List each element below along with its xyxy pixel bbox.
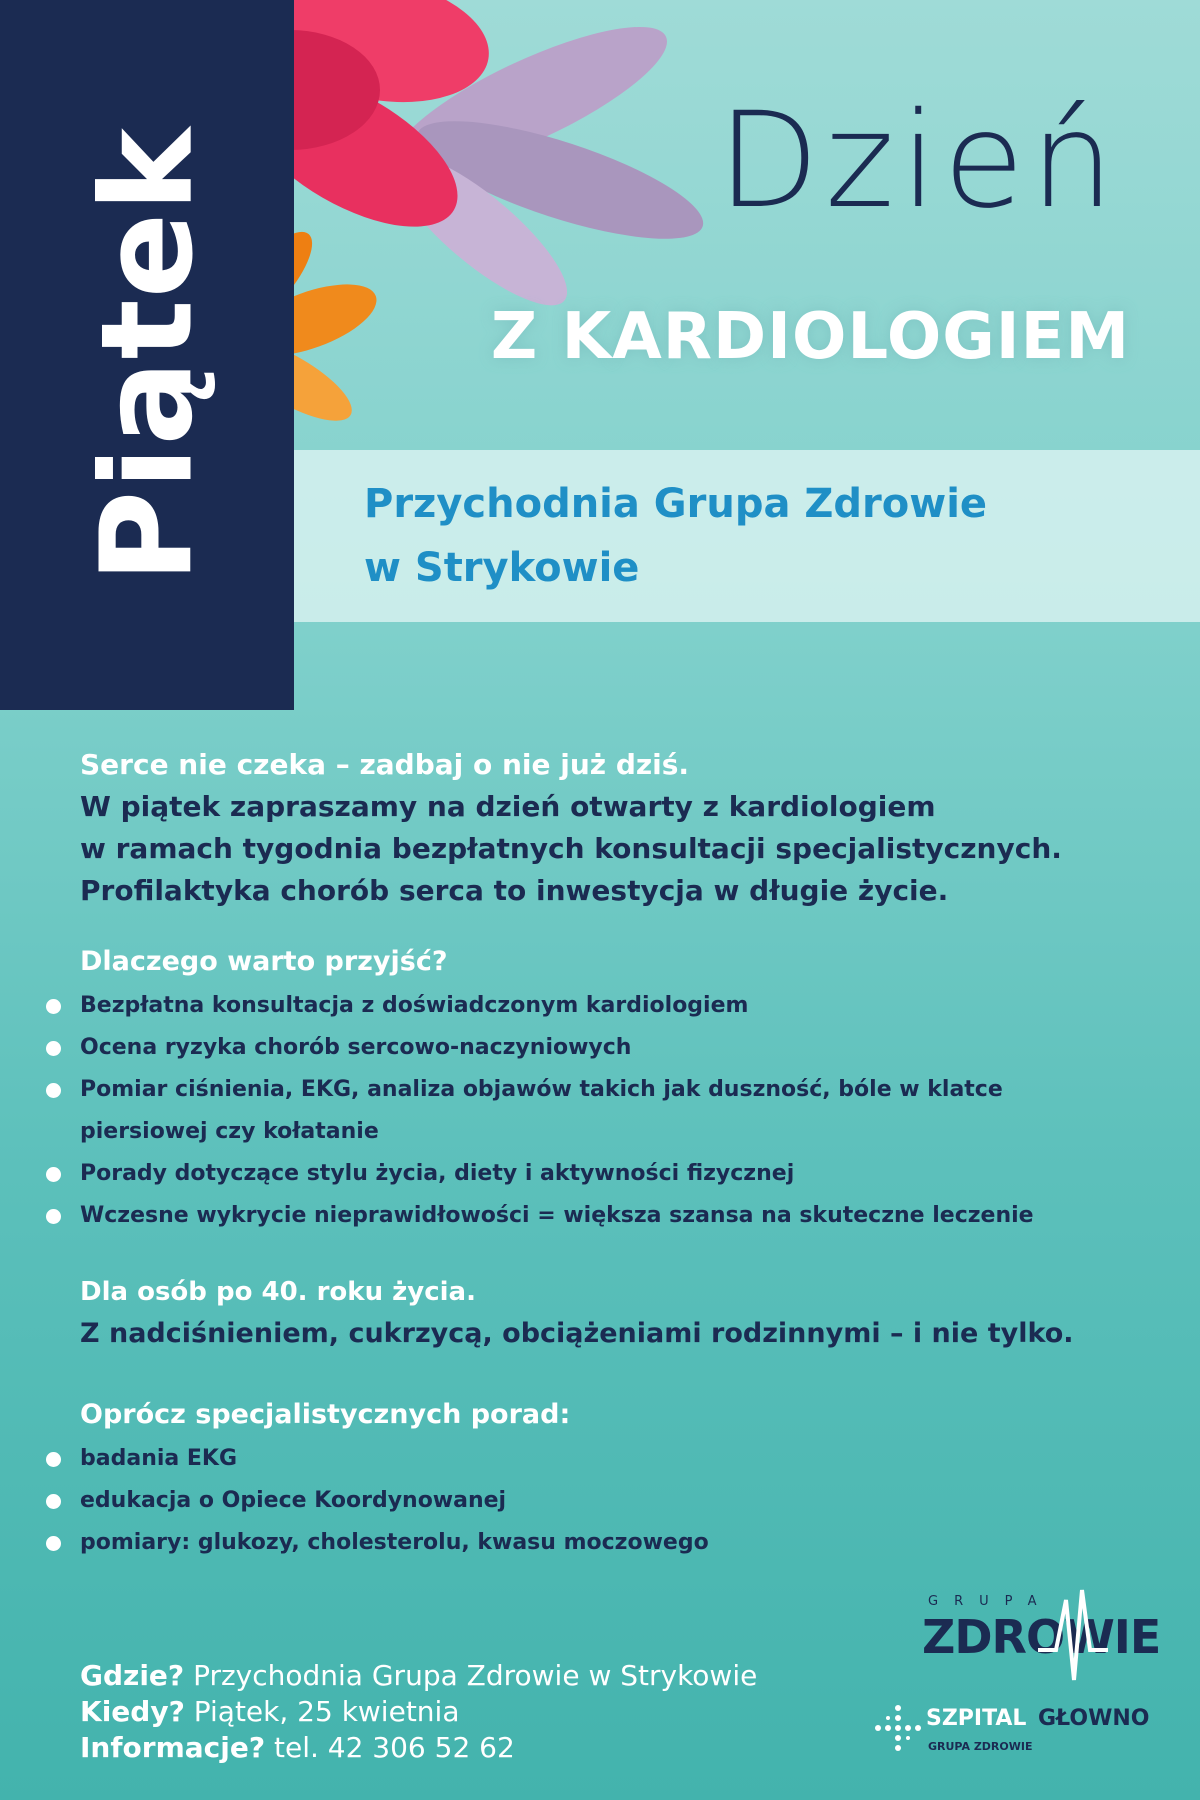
why-item [80, 985, 1120, 1027]
bullet-dot-icon [46, 999, 61, 1014]
logo-grupa-zdrowie-sub: GRUPA ZDROWIE [928, 1740, 1033, 1753]
event-info [80, 1658, 757, 1766]
intro-line: W piątek zapraszamy na dzień otwarty z kardiologiem [80, 790, 936, 823]
info-where [80, 1658, 757, 1694]
intro-lead: Serce nie czeka – zadbaj o nie już dziś. [80, 748, 690, 781]
extras-heading: Oprócz specjalistycznych porad: [80, 1399, 571, 1430]
intro-block [80, 744, 1120, 912]
why-item [80, 1027, 1120, 1069]
info-contact [80, 1730, 757, 1766]
info-when [80, 1694, 757, 1730]
bullet-dot-icon [46, 1494, 61, 1509]
why-heading: Dlaczego warto przyjść? [80, 946, 448, 977]
why-item-text: Pomiar ciśnienia, EKG, analiza objawów takich jak duszność, bóle w klatce [80, 1077, 1003, 1102]
clinic-band [294, 450, 1200, 622]
bullet-dot-icon [46, 1209, 61, 1224]
audience-line: Z nadciśnieniem, cukrzycą, obciążeniami rodzinnymi – i nie tylko. [80, 1318, 1074, 1349]
why-item-text: Porady dotyczące stylu życia, diety i aktywności fizycznej [80, 1161, 795, 1186]
side-band [0, 0, 294, 710]
why-item-continuation [80, 1111, 1120, 1153]
bullet-dot-icon [46, 1041, 61, 1056]
info-when-value: Piątek, 25 kwietnia [193, 1695, 460, 1728]
extras-item [80, 1522, 1120, 1564]
clinic-name-line-2: w Strykowie [364, 545, 640, 591]
extras-item-text: badania EKG [80, 1446, 238, 1471]
bullet-dot-icon [46, 1083, 61, 1098]
intro-line: Profilaktyka chorób serca to inwestycja w długie życie. [80, 874, 949, 907]
title-kardiologiem: Z KARDIOLOGIEM [490, 300, 1130, 374]
bullet-dot-icon [46, 1536, 61, 1551]
bullet-dot-icon [46, 1452, 61, 1467]
info-where-label: Gdzie? [80, 1659, 185, 1692]
extras-item [80, 1480, 1120, 1522]
info-contact-value: tel. 42 306 52 62 [273, 1731, 515, 1764]
grupa-zdrowie-logo [920, 1580, 1161, 1690]
why-item-text: Ocena ryzyka chorób sercowo-naczyniowych [80, 1035, 632, 1060]
logo-grupa-text: GRUPA [928, 1594, 1053, 1609]
why-item-text: piersiowej czy kołatanie [80, 1119, 379, 1144]
szpital-glowno-logo [870, 1700, 1150, 1770]
extras-item-text: pomiary: glukozy, cholesterolu, kwasu moczowego [80, 1530, 709, 1555]
why-item [80, 1069, 1120, 1111]
info-contact-label: Informacje? [80, 1731, 266, 1764]
extras-list [80, 1438, 1120, 1564]
title-dzien: Dzień [717, 84, 1120, 238]
logo-zdrowie-text: ZDROWIE [922, 1610, 1161, 1664]
info-when-label: Kiedy? [80, 1695, 185, 1728]
intro-line: w ramach tygodnia bezpłatnych konsultacji specjalistycznych. [80, 832, 1062, 865]
why-list [80, 985, 1120, 1237]
why-item [80, 1195, 1120, 1237]
logo-glowno-text: GŁOWNO [1038, 1706, 1150, 1731]
dotted-cross-icon [874, 1702, 922, 1754]
heartbeat-icon [1038, 1580, 1108, 1690]
bullet-dot-icon [46, 1167, 61, 1182]
why-item-text: Wczesne wykrycie nieprawidłowości = większa szansa na skuteczne leczenie [80, 1203, 1034, 1228]
extras-item-text: edukacja o Opiece Koordynowanej [80, 1488, 507, 1513]
clinic-name-line-1: Przychodnia Grupa Zdrowie [364, 481, 988, 527]
why-item-text: Bezpłatna konsultacja z doświadczonym kardiologiem [80, 993, 749, 1018]
extras-item [80, 1438, 1120, 1480]
side-label: Piątek [73, 126, 221, 584]
why-item [80, 1153, 1120, 1195]
clinic-name [364, 472, 987, 600]
info-where-value: Przychodnia Grupa Zdrowie w Strykowie [193, 1659, 758, 1692]
main-content [80, 744, 1120, 1564]
audience-lead: Dla osób po 40. roku życia. [80, 1277, 476, 1307]
paper-flower-illustration [230, 0, 790, 470]
logo-szpital-text: SZPITAL [926, 1706, 1027, 1731]
